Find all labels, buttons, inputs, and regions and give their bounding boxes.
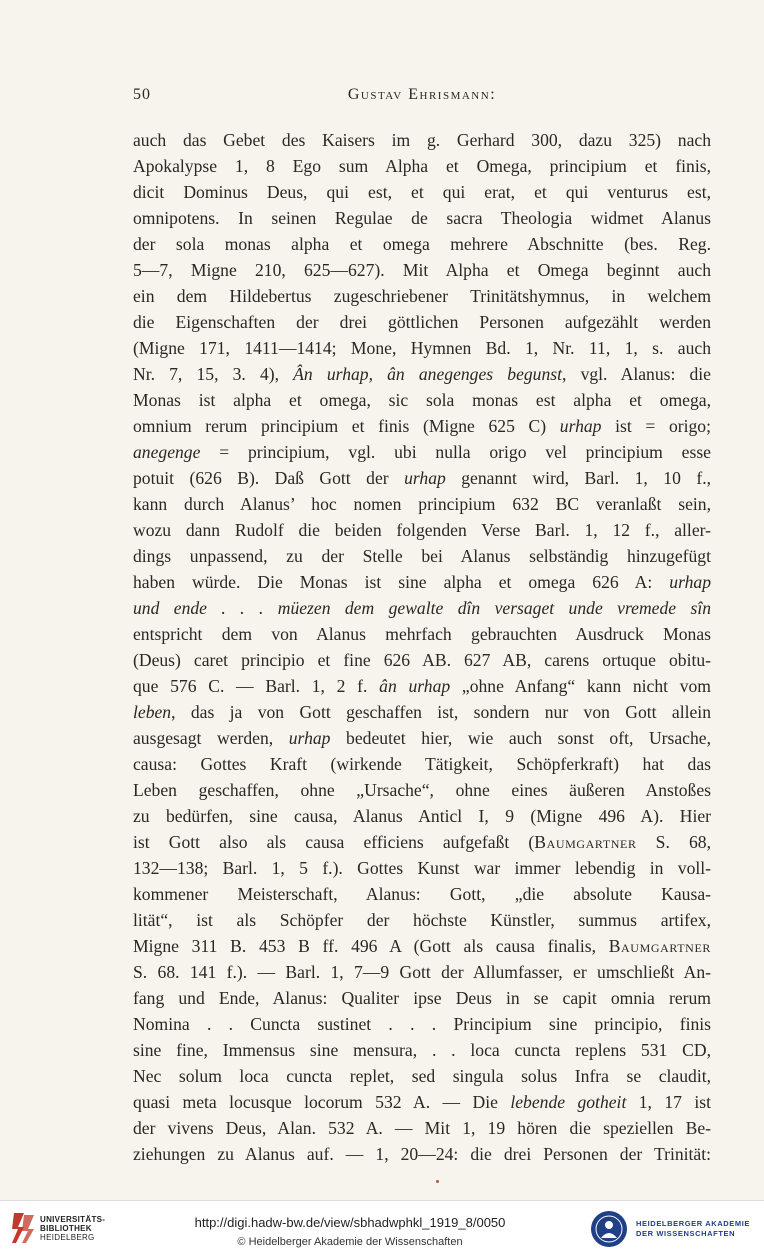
text-line: ist Gott also als causa efficiens aufgefaßt (Baumgartner S. 68,	[133, 832, 711, 852]
text-line: omnium rerum principium et finis (Migne 625 C) urhap ist = origo;	[133, 416, 711, 436]
italic-term: anegenge	[133, 442, 201, 462]
text-line: dicit Dominus Deus, qui est, et qui erat, et qui venturus est,	[133, 182, 711, 202]
academy-name-line2: DER WISSENSCHAFTEN	[636, 1229, 736, 1238]
library-name-line1: UNIVERSITÄTS-	[40, 1215, 106, 1224]
page-number: 50	[133, 86, 151, 103]
italic-term: leben	[133, 702, 172, 722]
text-line: quasi meta locusque locorum 532 A. — Die lebende gotheit 1, 17 ist	[133, 1092, 711, 1112]
italic-term: urhap	[559, 416, 602, 436]
academy-seal-icon	[590, 1210, 628, 1248]
university-library-name	[40, 1215, 105, 1242]
text-line: kann durch Alanus’ hoc nomen principium 632 BC veranlaßt sein,	[133, 494, 711, 514]
text-line: que 576 C. — Barl. 1, 2 f. ân urhap „ohne Anfang“ kann nicht vom	[133, 676, 711, 696]
body-text	[133, 127, 711, 1167]
text-line: der sola monas alpha et omega mehrere Abschnitte (bes. Reg.	[133, 234, 711, 254]
italic-term: urhap	[288, 728, 331, 748]
library-name-line3: HEIDELBERG	[40, 1233, 95, 1242]
text-line: Nec solum loca cuncta replet, sed singula solus Infra se claudit,	[133, 1066, 711, 1086]
text-line: ausgesagt werden, urhap bedeutet hier, wie auch sonst oft, Ursache,	[133, 728, 711, 748]
text-line: haben würde. Die Monas ist sine alpha et omega 626 A: urhap	[133, 572, 711, 592]
text-line: (Migne 171, 1411—1414; Mone, Hymnen Bd. 1, Nr. 11, 1, s. auch	[133, 338, 711, 358]
permalink-url[interactable]: http://digi.hadw-bw.de/view/sbhadwphkl_1919_8/0050	[194, 1215, 506, 1230]
text-line: fang und Ende, Alanus: Qualiter ipse Deus in se capit omnia rerum	[133, 988, 711, 1008]
text-line: lität“, ist als Schöpfer der höchste Künstler, summus artifex,	[133, 910, 711, 930]
text-line: anegenge = principium, vgl. ubi nulla origo vel principium esse	[133, 442, 711, 462]
italic-term: und ende . . . müezen dem gewalte dîn versaget unde vremede sîn	[133, 598, 711, 618]
text-line: leben, das ja von Gott geschaffen ist, sondern nur von Gott allein	[133, 702, 711, 722]
text-line: der vivens Deus, Alan. 532 A. — Mit 1, 19 hören die speziellen Be-	[133, 1118, 711, 1138]
text-line: die Eigenschaften der drei göttlichen Personen aufgezählt werden	[133, 312, 711, 332]
text-line: ein dem Hildebertus zugeschriebener Trinitätshymnus, in welchem	[133, 286, 711, 306]
text-line: causa: Gottes Kraft (wirkende Tätigkeit, Schöpferkraft) hat das	[133, 754, 711, 774]
academy-name	[636, 1219, 750, 1239]
running-head-author: Gustav Ehrismann:	[347, 86, 497, 103]
italic-term: Ân urhap, ân anegenges begunst	[293, 364, 563, 384]
academy-name-line1: HEIDELBERGER AKADEMIE	[636, 1219, 750, 1228]
university-library-logo-icon	[10, 1211, 36, 1245]
text-line: 5—7, Migne 210, 625—627). Mit Alpha et Omega beginnt auch	[133, 260, 711, 280]
ink-speck	[436, 1180, 439, 1183]
text-line: Monas ist alpha et omega, sic sola monas est alpha et omega,	[133, 390, 711, 410]
small-caps-name: Baumgartner	[608, 936, 711, 956]
italic-term: ân urhap	[379, 676, 451, 696]
text-line: Nomina . . Cuncta sustinet . . . Principium sine principio, finis	[133, 1014, 711, 1034]
text-line: sine fine, Immensus sine mensura, . . loca cuncta replens 531 CD,	[133, 1040, 711, 1060]
text-line: 132—138; Barl. 1, 5 f.). Gottes Kunst war immer lebendig in voll-	[133, 858, 711, 878]
text-line: zu bedürfen, sine causa, Alanus Anticl I, 9 (Migne 496 A). Hier	[133, 806, 711, 826]
text-line: wozu dann Rudolf die beiden folgenden Verse Barl. 1, 12 f., aller-	[133, 520, 711, 540]
italic-term: urhap	[669, 572, 711, 592]
italic-term: lebende gotheit	[510, 1092, 627, 1112]
text-line: (Deus) caret principio et fine 626 AB. 627 AB, carens ortuque obitu-	[133, 650, 711, 670]
small-caps-name: Baumgartner	[534, 832, 637, 852]
running-head	[133, 86, 711, 108]
text-line: auch das Gebet des Kaisers im g. Gerhard 300, dazu 325) nach	[133, 130, 711, 150]
text-line: S. 68. 141 f.). — Barl. 1, 7—9 Gott der Allumfasser, er umschließt An-	[133, 962, 711, 982]
viewer-footer	[0, 1200, 764, 1258]
text-line: kommener Meisterschaft, Alanus: Gott, „die absolute Kausa-	[133, 884, 711, 904]
text-line: Nr. 7, 15, 3. 4), Ân urhap, ân anegenges begunst, vgl. Alanus: die	[133, 364, 711, 384]
copyright-notice: © Heidelberger Akademie der Wissenschaften	[237, 1236, 463, 1248]
text-line: dings unpassend, zu der Stelle bei Alanus selbständig hinzugefügt	[133, 546, 711, 566]
text-line: Leben geschaffen, ohne „Ursache“, ohne eines äußeren Anstoßes	[133, 780, 711, 800]
text-line: entspricht dem von Alanus mehrfach gebrauchten Ausdruck Monas	[133, 624, 711, 644]
text-line: omnipotens. In seinen Regulae de sacra Theologia widmet Alanus	[133, 208, 711, 228]
text-line	[133, 595, 711, 621]
text-line: ziehungen zu Alanus auf. — 1, 20—24: die drei Personen der Trinität:	[133, 1144, 711, 1164]
library-name-line2: BIBLIOTHEK	[40, 1224, 92, 1233]
italic-term: urhap	[404, 468, 446, 488]
text-line: potuit (626 B). Daß Gott der urhap genannt wird, Barl. 1, 10 f.,	[133, 468, 711, 488]
text-line: Apokalypse 1, 8 Ego sum Alpha et Omega, principium et finis,	[133, 156, 711, 176]
text-line: Migne 311 B. 453 B ff. 496 A (Gott als causa finalis, Baumgartner	[133, 936, 711, 956]
